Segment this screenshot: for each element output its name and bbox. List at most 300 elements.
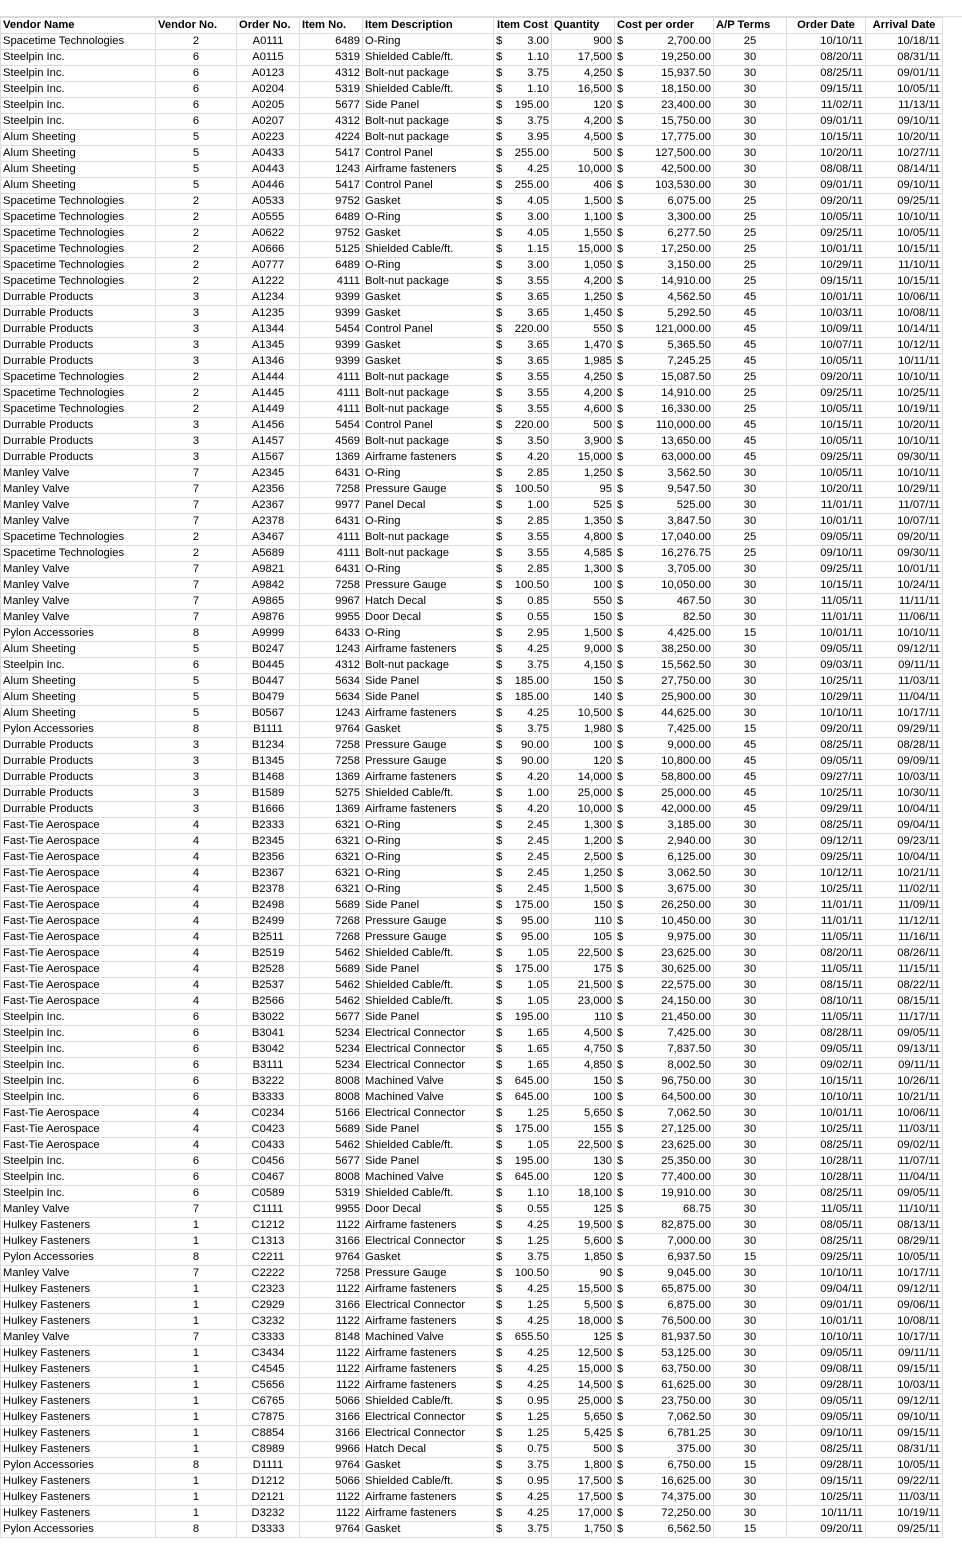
cell-cost-per-order[interactable] xyxy=(615,1042,714,1058)
cell-cost-per-order[interactable] xyxy=(615,882,714,898)
cell-vendor-no[interactable]: 3 xyxy=(156,306,237,322)
cell-item-no[interactable]: 1369 xyxy=(300,770,363,786)
cell-vendor-name[interactable]: Manley Valve xyxy=(1,514,156,530)
cell-ap-terms[interactable]: 30 xyxy=(714,1122,787,1138)
cell-vendor-name[interactable]: Fast-Tie Aerospace xyxy=(1,1138,156,1154)
cell-order-date[interactable]: 10/20/11 xyxy=(787,146,866,162)
cell-vendor-no[interactable]: 8 xyxy=(156,1458,237,1474)
cell-item-description[interactable]: Shielded Cable/ft. xyxy=(363,1394,494,1410)
cell-vendor-name[interactable]: Steelpin Inc. xyxy=(1,1074,156,1090)
cell-ap-terms[interactable]: 30 xyxy=(714,594,787,610)
cell-item-no[interactable]: 7268 xyxy=(300,914,363,930)
cell-item-no[interactable]: 7258 xyxy=(300,738,363,754)
cell-vendor-name[interactable]: Fast-Tie Aerospace xyxy=(1,882,156,898)
cell-ap-terms[interactable]: 45 xyxy=(714,770,787,786)
cell-item-description[interactable]: Bolt-nut package xyxy=(363,434,494,450)
cell-item-no[interactable]: 4312 xyxy=(300,66,363,82)
cell-arrival-date[interactable]: 10/01/11 xyxy=(866,562,943,578)
cell-order-date[interactable]: 09/05/11 xyxy=(787,754,866,770)
cell-vendor-no[interactable]: 3 xyxy=(156,338,237,354)
cell-quantity[interactable]: 1,750 xyxy=(552,1522,615,1538)
cell-quantity[interactable]: 150 xyxy=(552,898,615,914)
cell-cost-per-order[interactable] xyxy=(615,578,714,594)
cell-vendor-name[interactable]: Fast-Tie Aerospace xyxy=(1,1106,156,1122)
cell-ap-terms[interactable]: 30 xyxy=(714,1346,787,1362)
cell-quantity[interactable]: 15,000 xyxy=(552,450,615,466)
cell-item-cost[interactable] xyxy=(494,1154,552,1170)
cell-item-no[interactable]: 6431 xyxy=(300,562,363,578)
cell-vendor-name[interactable]: Spacetime Technologies xyxy=(1,34,156,50)
cell-vendor-name[interactable]: Steelpin Inc. xyxy=(1,1058,156,1074)
cell-order-no[interactable]: A1345 xyxy=(237,338,300,354)
cell-arrival-date[interactable]: 10/27/11 xyxy=(866,146,943,162)
cell-arrival-date[interactable]: 10/19/11 xyxy=(866,402,943,418)
cell-arrival-date[interactable]: 11/17/11 xyxy=(866,1010,943,1026)
cell-quantity[interactable]: 25,000 xyxy=(552,786,615,802)
cell-quantity[interactable]: 18,100 xyxy=(552,1186,615,1202)
cell-vendor-no[interactable]: 7 xyxy=(156,482,237,498)
cell-arrival-date[interactable]: 09/01/11 xyxy=(866,66,943,82)
cell-vendor-name[interactable]: Alum Sheeting xyxy=(1,706,156,722)
cell-item-cost[interactable] xyxy=(494,498,552,514)
cell-item-no[interactable]: 3166 xyxy=(300,1298,363,1314)
cell-vendor-no[interactable]: 8 xyxy=(156,1522,237,1538)
cell-vendor-no[interactable]: 2 xyxy=(156,34,237,50)
cell-ap-terms[interactable]: 30 xyxy=(714,866,787,882)
cell-vendor-name[interactable]: Fast-Tie Aerospace xyxy=(1,850,156,866)
cell-cost-per-order[interactable] xyxy=(615,1378,714,1394)
cell-vendor-no[interactable]: 6 xyxy=(156,1058,237,1074)
cell-arrival-date[interactable]: 10/15/11 xyxy=(866,242,943,258)
cell-quantity[interactable]: 4,150 xyxy=(552,658,615,674)
cell-arrival-date[interactable]: 10/11/11 xyxy=(866,354,943,370)
cell-item-no[interactable]: 5234 xyxy=(300,1026,363,1042)
cell-arrival-date[interactable]: 10/21/11 xyxy=(866,1090,943,1106)
cell-vendor-name[interactable]: Hulkey Fasteners xyxy=(1,1490,156,1506)
cell-vendor-name[interactable]: Hulkey Fasteners xyxy=(1,1314,156,1330)
cell-quantity[interactable]: 4,800 xyxy=(552,530,615,546)
cell-arrival-date[interactable]: 10/24/11 xyxy=(866,578,943,594)
cell-vendor-no[interactable]: 2 xyxy=(156,242,237,258)
cell-ap-terms[interactable]: 30 xyxy=(714,994,787,1010)
cell-quantity[interactable]: 4,500 xyxy=(552,130,615,146)
cell-cost-per-order[interactable] xyxy=(615,1090,714,1106)
cell-cost-per-order[interactable] xyxy=(615,930,714,946)
cell-item-cost[interactable] xyxy=(494,1170,552,1186)
cell-order-date[interactable]: 09/05/11 xyxy=(787,1410,866,1426)
cell-quantity[interactable]: 17,000 xyxy=(552,1506,615,1522)
cell-item-description[interactable]: Pressure Gauge xyxy=(363,1266,494,1282)
cell-order-no[interactable]: C2211 xyxy=(237,1250,300,1266)
cell-item-no[interactable]: 6431 xyxy=(300,514,363,530)
cell-order-no[interactable]: C8854 xyxy=(237,1426,300,1442)
cell-order-date[interactable]: 09/01/11 xyxy=(787,114,866,130)
cell-item-cost[interactable] xyxy=(494,962,552,978)
cell-vendor-name[interactable]: Fast-Tie Aerospace xyxy=(1,946,156,962)
cell-order-date[interactable]: 10/01/11 xyxy=(787,1106,866,1122)
cell-item-cost[interactable] xyxy=(494,994,552,1010)
cell-ap-terms[interactable]: 30 xyxy=(714,1394,787,1410)
cell-vendor-no[interactable]: 7 xyxy=(156,1202,237,1218)
cell-vendor-no[interactable]: 1 xyxy=(156,1426,237,1442)
cell-order-date[interactable]: 11/05/11 xyxy=(787,1010,866,1026)
cell-ap-terms[interactable]: 30 xyxy=(714,674,787,690)
cell-item-cost[interactable] xyxy=(494,402,552,418)
cell-vendor-no[interactable]: 6 xyxy=(156,82,237,98)
cell-item-cost[interactable] xyxy=(494,210,552,226)
cell-vendor-no[interactable]: 7 xyxy=(156,1330,237,1346)
cell-item-no[interactable]: 5319 xyxy=(300,82,363,98)
cell-item-description[interactable]: Gasket xyxy=(363,722,494,738)
cell-quantity[interactable]: 100 xyxy=(552,1090,615,1106)
cell-vendor-no[interactable]: 3 xyxy=(156,450,237,466)
cell-order-date[interactable]: 08/20/11 xyxy=(787,946,866,962)
cell-vendor-no[interactable]: 7 xyxy=(156,578,237,594)
cell-vendor-no[interactable]: 3 xyxy=(156,418,237,434)
cell-vendor-no[interactable]: 2 xyxy=(156,546,237,562)
cell-vendor-no[interactable]: 4 xyxy=(156,898,237,914)
cell-item-cost[interactable] xyxy=(494,546,552,562)
cell-item-description[interactable]: Bolt-nut package xyxy=(363,530,494,546)
cell-item-no[interactable]: 5689 xyxy=(300,898,363,914)
cell-item-no[interactable]: 9399 xyxy=(300,306,363,322)
cell-item-cost[interactable] xyxy=(494,1122,552,1138)
cell-order-date[interactable]: 10/05/11 xyxy=(787,434,866,450)
cell-cost-per-order[interactable] xyxy=(615,722,714,738)
cell-vendor-name[interactable]: Alum Sheeting xyxy=(1,146,156,162)
cell-cost-per-order[interactable] xyxy=(615,210,714,226)
cell-item-cost[interactable] xyxy=(494,834,552,850)
cell-item-description[interactable]: Bolt-nut package xyxy=(363,370,494,386)
cell-item-cost[interactable] xyxy=(494,530,552,546)
cell-item-cost[interactable] xyxy=(494,562,552,578)
cell-vendor-name[interactable]: Hulkey Fasteners xyxy=(1,1218,156,1234)
cell-arrival-date[interactable]: 11/13/11 xyxy=(866,98,943,114)
cell-quantity[interactable]: 4,200 xyxy=(552,386,615,402)
cell-item-no[interactable]: 8148 xyxy=(300,1330,363,1346)
cell-order-date[interactable]: 10/01/11 xyxy=(787,1314,866,1330)
cell-vendor-name[interactable]: Durrable Products xyxy=(1,338,156,354)
cell-item-no[interactable]: 9399 xyxy=(300,338,363,354)
cell-vendor-name[interactable]: Hulkey Fasteners xyxy=(1,1426,156,1442)
cell-quantity[interactable]: 140 xyxy=(552,690,615,706)
cell-order-no[interactable]: A0204 xyxy=(237,82,300,98)
cell-arrival-date[interactable]: 10/04/11 xyxy=(866,850,943,866)
cell-ap-terms[interactable]: 30 xyxy=(714,930,787,946)
cell-item-no[interactable]: 9764 xyxy=(300,1458,363,1474)
cell-quantity[interactable]: 1,250 xyxy=(552,290,615,306)
cell-ap-terms[interactable]: 25 xyxy=(714,370,787,386)
cell-order-date[interactable]: 10/25/11 xyxy=(787,1122,866,1138)
cell-item-description[interactable]: Shielded Cable/ft. xyxy=(363,50,494,66)
cell-ap-terms[interactable]: 25 xyxy=(714,402,787,418)
cell-item-cost[interactable] xyxy=(494,1490,552,1506)
cell-quantity[interactable]: 15,000 xyxy=(552,1362,615,1378)
cell-item-no[interactable]: 3166 xyxy=(300,1234,363,1250)
cell-cost-per-order[interactable] xyxy=(615,274,714,290)
cell-order-no[interactable]: A1457 xyxy=(237,434,300,450)
cell-order-no[interactable]: B3022 xyxy=(237,1010,300,1026)
cell-order-date[interactable]: 10/10/11 xyxy=(787,1266,866,1282)
cell-cost-per-order[interactable] xyxy=(615,626,714,642)
cell-item-cost[interactable] xyxy=(494,1522,552,1538)
cell-arrival-date[interactable]: 08/22/11 xyxy=(866,978,943,994)
cell-item-no[interactable]: 5275 xyxy=(300,786,363,802)
cell-item-description[interactable]: Pressure Gauge xyxy=(363,578,494,594)
cell-vendor-no[interactable]: 4 xyxy=(156,1122,237,1138)
cell-quantity[interactable]: 900 xyxy=(552,34,615,50)
cell-quantity[interactable]: 1,470 xyxy=(552,338,615,354)
cell-quantity[interactable]: 22,500 xyxy=(552,946,615,962)
cell-order-date[interactable]: 10/12/11 xyxy=(787,866,866,882)
cell-cost-per-order[interactable] xyxy=(615,82,714,98)
cell-item-description[interactable]: Control Panel xyxy=(363,322,494,338)
cell-item-cost[interactable] xyxy=(494,1506,552,1522)
cell-item-no[interactable]: 6321 xyxy=(300,850,363,866)
cell-ap-terms[interactable]: 30 xyxy=(714,98,787,114)
cell-item-description[interactable]: Bolt-nut package xyxy=(363,114,494,130)
cell-item-cost[interactable] xyxy=(494,1026,552,1042)
cell-item-description[interactable]: Airframe fasteners xyxy=(363,1490,494,1506)
cell-item-description[interactable]: Electrical Connector xyxy=(363,1426,494,1442)
cell-vendor-name[interactable]: Spacetime Technologies xyxy=(1,210,156,226)
cell-vendor-name[interactable]: Hulkey Fasteners xyxy=(1,1394,156,1410)
cell-order-date[interactable]: 10/01/11 xyxy=(787,242,866,258)
cell-order-date[interactable]: 09/25/11 xyxy=(787,1250,866,1266)
cell-order-no[interactable]: A0533 xyxy=(237,194,300,210)
cell-vendor-name[interactable]: Pylon Accessories xyxy=(1,626,156,642)
cell-order-no[interactable]: C4545 xyxy=(237,1362,300,1378)
cell-order-date[interactable]: 08/25/11 xyxy=(787,66,866,82)
cell-quantity[interactable]: 4,585 xyxy=(552,546,615,562)
cell-cost-per-order[interactable] xyxy=(615,866,714,882)
cell-arrival-date[interactable]: 10/17/11 xyxy=(866,1266,943,1282)
cell-order-date[interactable]: 10/15/11 xyxy=(787,1074,866,1090)
cell-vendor-no[interactable]: 6 xyxy=(156,66,237,82)
cell-vendor-name[interactable]: Steelpin Inc. xyxy=(1,114,156,130)
cell-item-no[interactable]: 1122 xyxy=(300,1378,363,1394)
cell-item-cost[interactable] xyxy=(494,226,552,242)
cell-item-description[interactable]: Pressure Gauge xyxy=(363,914,494,930)
cell-cost-per-order[interactable] xyxy=(615,946,714,962)
cell-ap-terms[interactable]: 45 xyxy=(714,754,787,770)
cell-vendor-no[interactable]: 6 xyxy=(156,1170,237,1186)
cell-vendor-name[interactable]: Steelpin Inc. xyxy=(1,1090,156,1106)
cell-arrival-date[interactable]: 10/05/11 xyxy=(866,82,943,98)
cell-vendor-name[interactable]: Fast-Tie Aerospace xyxy=(1,994,156,1010)
cell-arrival-date[interactable]: 09/09/11 xyxy=(866,754,943,770)
cell-order-no[interactable]: A0123 xyxy=(237,66,300,82)
cell-vendor-no[interactable]: 5 xyxy=(156,690,237,706)
cell-order-date[interactable]: 10/29/11 xyxy=(787,690,866,706)
cell-item-no[interactable]: 9966 xyxy=(300,1442,363,1458)
cell-order-date[interactable]: 11/05/11 xyxy=(787,962,866,978)
cell-order-date[interactable]: 08/28/11 xyxy=(787,1026,866,1042)
cell-vendor-name[interactable]: Spacetime Technologies xyxy=(1,242,156,258)
cell-item-no[interactable]: 8008 xyxy=(300,1090,363,1106)
cell-item-description[interactable]: Side Panel xyxy=(363,1010,494,1026)
cell-cost-per-order[interactable] xyxy=(615,1058,714,1074)
cell-item-no[interactable]: 5634 xyxy=(300,674,363,690)
cell-quantity[interactable]: 1,250 xyxy=(552,866,615,882)
cell-quantity[interactable]: 17,500 xyxy=(552,1474,615,1490)
cell-cost-per-order[interactable] xyxy=(615,162,714,178)
cell-vendor-no[interactable]: 5 xyxy=(156,146,237,162)
cell-vendor-no[interactable]: 1 xyxy=(156,1282,237,1298)
cell-item-no[interactable]: 1122 xyxy=(300,1314,363,1330)
cell-cost-per-order[interactable] xyxy=(615,1010,714,1026)
cell-item-cost[interactable] xyxy=(494,354,552,370)
cell-item-description[interactable]: Airframe fasteners xyxy=(363,642,494,658)
cell-cost-per-order[interactable] xyxy=(615,1154,714,1170)
cell-ap-terms[interactable]: 30 xyxy=(714,610,787,626)
cell-quantity[interactable]: 1,850 xyxy=(552,1250,615,1266)
cell-arrival-date[interactable]: 09/11/11 xyxy=(866,658,943,674)
cell-ap-terms[interactable]: 30 xyxy=(714,658,787,674)
col-header-item-no[interactable]: Item No. xyxy=(300,18,363,34)
cell-item-no[interactable]: 9955 xyxy=(300,1202,363,1218)
cell-vendor-name[interactable]: Fast-Tie Aerospace xyxy=(1,834,156,850)
cell-cost-per-order[interactable] xyxy=(615,1458,714,1474)
cell-arrival-date[interactable]: 11/10/11 xyxy=(866,1202,943,1218)
cell-arrival-date[interactable]: 09/10/11 xyxy=(866,1410,943,1426)
cell-ap-terms[interactable]: 30 xyxy=(714,562,787,578)
cell-order-no[interactable]: B1468 xyxy=(237,770,300,786)
cell-arrival-date[interactable]: 10/26/11 xyxy=(866,1074,943,1090)
cell-cost-per-order[interactable] xyxy=(615,786,714,802)
cell-vendor-no[interactable]: 3 xyxy=(156,786,237,802)
cell-item-description[interactable]: Airframe fasteners xyxy=(363,1346,494,1362)
cell-ap-terms[interactable]: 45 xyxy=(714,434,787,450)
cell-cost-per-order[interactable] xyxy=(615,1426,714,1442)
cell-order-date[interactable]: 09/28/11 xyxy=(787,1378,866,1394)
cell-vendor-name[interactable]: Fast-Tie Aerospace xyxy=(1,818,156,834)
cell-ap-terms[interactable]: 25 xyxy=(714,258,787,274)
cell-vendor-name[interactable]: Manley Valve xyxy=(1,482,156,498)
cell-ap-terms[interactable]: 30 xyxy=(714,978,787,994)
col-header-quantity[interactable]: Quantity xyxy=(552,18,615,34)
cell-order-date[interactable]: 08/10/11 xyxy=(787,994,866,1010)
cell-quantity[interactable]: 110 xyxy=(552,914,615,930)
cell-vendor-no[interactable]: 5 xyxy=(156,130,237,146)
cell-item-description[interactable]: Gasket xyxy=(363,1522,494,1538)
cell-order-date[interactable]: 08/25/11 xyxy=(787,738,866,754)
cell-order-date[interactable]: 08/25/11 xyxy=(787,1138,866,1154)
cell-quantity[interactable]: 100 xyxy=(552,578,615,594)
col-header-order-date[interactable]: Order Date xyxy=(787,18,866,34)
cell-item-no[interactable]: 7268 xyxy=(300,930,363,946)
cell-item-no[interactable]: 6321 xyxy=(300,818,363,834)
cell-ap-terms[interactable]: 15 xyxy=(714,722,787,738)
cell-item-description[interactable]: Hatch Decal xyxy=(363,1442,494,1458)
cell-order-date[interactable]: 09/05/11 xyxy=(787,642,866,658)
cell-cost-per-order[interactable] xyxy=(615,34,714,50)
cell-ap-terms[interactable]: 30 xyxy=(714,578,787,594)
cell-vendor-no[interactable]: 7 xyxy=(156,562,237,578)
cell-vendor-no[interactable]: 4 xyxy=(156,818,237,834)
cell-vendor-no[interactable]: 6 xyxy=(156,1186,237,1202)
cell-arrival-date[interactable]: 10/05/11 xyxy=(866,226,943,242)
cell-order-no[interactable]: B1589 xyxy=(237,786,300,802)
cell-order-no[interactable]: C7875 xyxy=(237,1410,300,1426)
cell-order-date[interactable]: 11/01/11 xyxy=(787,498,866,514)
cell-vendor-name[interactable]: Manley Valve xyxy=(1,1266,156,1282)
cell-ap-terms[interactable]: 30 xyxy=(714,1186,787,1202)
cell-ap-terms[interactable]: 30 xyxy=(714,114,787,130)
cell-item-cost[interactable] xyxy=(494,1090,552,1106)
cell-cost-per-order[interactable] xyxy=(615,450,714,466)
cell-order-no[interactable]: A0555 xyxy=(237,210,300,226)
cell-order-date[interactable]: 10/05/11 xyxy=(787,210,866,226)
cell-item-description[interactable]: Machined Valve xyxy=(363,1170,494,1186)
col-header-vendor-name[interactable]: Vendor Name xyxy=(1,18,156,34)
cell-order-date[interactable]: 10/29/11 xyxy=(787,258,866,274)
cell-order-no[interactable]: A0622 xyxy=(237,226,300,242)
cell-ap-terms[interactable]: 30 xyxy=(714,642,787,658)
cell-order-date[interactable]: 10/01/11 xyxy=(787,514,866,530)
cell-quantity[interactable]: 1,200 xyxy=(552,834,615,850)
cell-quantity[interactable]: 105 xyxy=(552,930,615,946)
cell-item-cost[interactable] xyxy=(494,178,552,194)
cell-arrival-date[interactable]: 10/10/11 xyxy=(866,434,943,450)
cell-item-description[interactable]: Electrical Connector xyxy=(363,1042,494,1058)
cell-ap-terms[interactable]: 45 xyxy=(714,418,787,434)
col-header-vendor-no[interactable]: Vendor No. xyxy=(156,18,237,34)
cell-quantity[interactable]: 525 xyxy=(552,498,615,514)
cell-vendor-name[interactable]: Steelpin Inc. xyxy=(1,66,156,82)
cell-vendor-name[interactable]: Pylon Accessories xyxy=(1,1458,156,1474)
cell-quantity[interactable]: 1,450 xyxy=(552,306,615,322)
cell-vendor-name[interactable]: Hulkey Fasteners xyxy=(1,1410,156,1426)
cell-cost-per-order[interactable] xyxy=(615,1186,714,1202)
cell-cost-per-order[interactable] xyxy=(615,370,714,386)
cell-vendor-no[interactable]: 6 xyxy=(156,98,237,114)
cell-vendor-no[interactable]: 8 xyxy=(156,626,237,642)
cell-item-cost[interactable] xyxy=(494,322,552,338)
cell-item-description[interactable]: Side Panel xyxy=(363,962,494,978)
cell-order-no[interactable]: C3232 xyxy=(237,1314,300,1330)
cell-cost-per-order[interactable] xyxy=(615,50,714,66)
cell-cost-per-order[interactable] xyxy=(615,1474,714,1490)
cell-order-no[interactable]: B2566 xyxy=(237,994,300,1010)
cell-quantity[interactable]: 10,500 xyxy=(552,706,615,722)
cell-order-no[interactable]: B3042 xyxy=(237,1042,300,1058)
cell-item-cost[interactable] xyxy=(494,1266,552,1282)
cell-item-cost[interactable] xyxy=(494,658,552,674)
cell-item-no[interactable]: 9399 xyxy=(300,290,363,306)
cell-vendor-no[interactable]: 5 xyxy=(156,642,237,658)
cell-vendor-no[interactable]: 4 xyxy=(156,850,237,866)
cell-arrival-date[interactable]: 09/10/11 xyxy=(866,114,943,130)
cell-order-no[interactable]: B1666 xyxy=(237,802,300,818)
cell-item-cost[interactable] xyxy=(494,898,552,914)
cell-item-description[interactable]: O-Ring xyxy=(363,866,494,882)
cell-arrival-date[interactable]: 08/31/11 xyxy=(866,1442,943,1458)
cell-quantity[interactable]: 5,650 xyxy=(552,1106,615,1122)
cell-vendor-name[interactable]: Durrable Products xyxy=(1,418,156,434)
cell-item-description[interactable]: Side Panel xyxy=(363,1154,494,1170)
cell-order-no[interactable]: B1345 xyxy=(237,754,300,770)
cell-order-date[interactable]: 10/25/11 xyxy=(787,786,866,802)
cell-item-description[interactable]: Shielded Cable/ft. xyxy=(363,946,494,962)
cell-ap-terms[interactable]: 30 xyxy=(714,914,787,930)
cell-arrival-date[interactable]: 10/20/11 xyxy=(866,130,943,146)
cell-vendor-no[interactable]: 1 xyxy=(156,1378,237,1394)
cell-arrival-date[interactable]: 09/05/11 xyxy=(866,1186,943,1202)
cell-order-date[interactable]: 09/08/11 xyxy=(787,1362,866,1378)
cell-vendor-name[interactable]: Pylon Accessories xyxy=(1,1250,156,1266)
cell-item-cost[interactable] xyxy=(494,434,552,450)
